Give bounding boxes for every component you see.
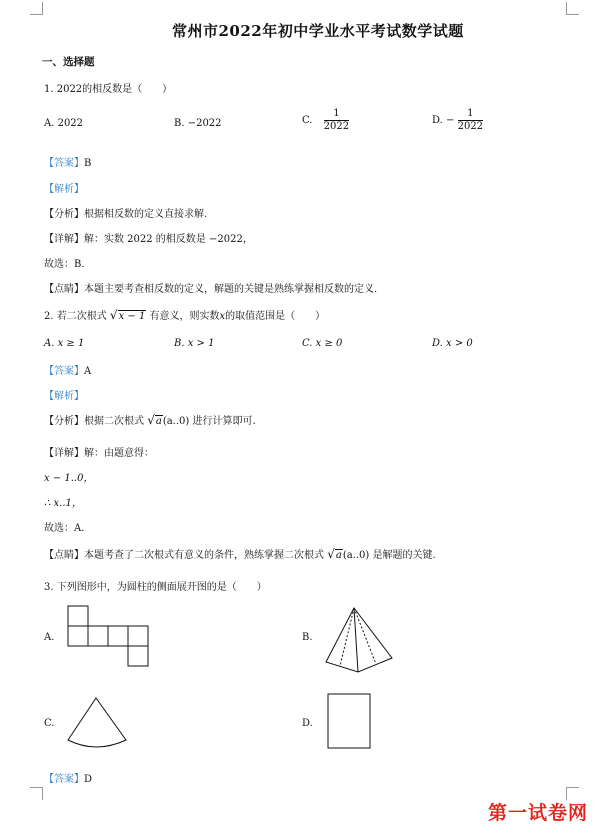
q1-guxuan: 故选：B． <box>44 259 92 270</box>
q2-question-end: 的取值范围是（ ） <box>225 311 326 322</box>
q1-answer <box>44 154 91 169</box>
sqrt-icon: √ <box>327 547 335 561</box>
q2-question <box>44 307 325 322</box>
q1-fenxi: 【分析】根据相反数的定义直接求解. <box>44 209 208 220</box>
corner-mark-bottom-left <box>30 787 43 800</box>
q1-option-d-denominator: 2022 <box>457 121 484 132</box>
corner-mark-top-right <box>566 2 579 15</box>
q1-option-d-fraction <box>458 108 483 133</box>
q3-option-d-figure <box>326 692 374 752</box>
q1-option-b: B. −2022 <box>174 118 222 129</box>
q2-dianjing-cond: (a..0) <box>342 550 370 561</box>
q3-option-c-figure <box>60 694 134 754</box>
q2-dianjing-radical <box>327 547 343 561</box>
q2-dianjing-post: 是解题的关键. <box>372 550 436 561</box>
q3-option-b-label: B. <box>302 632 313 643</box>
q3-question: 3. 下列图形中，为圆柱的侧面展开图的是（ ） <box>44 582 267 593</box>
q2-answer-value: A <box>84 366 92 377</box>
q3-option-a-label: A. <box>44 632 55 643</box>
q1-option-c <box>302 108 349 133</box>
q2-fenxi-post: 进行计算即可. <box>192 416 256 427</box>
q1-option-d <box>432 108 483 133</box>
q3-option-d-label: D. <box>302 718 313 729</box>
page-title: 常州市2022年初中学业水平考试数学试题 <box>172 22 464 40</box>
q2-dianjing <box>44 546 436 561</box>
q1-xiangjie: 【详解】解：实数 2022 的相反数是 −2022， <box>44 234 253 245</box>
site-logo: 第一试卷网 <box>488 802 589 824</box>
q3-answer <box>44 770 92 785</box>
q2-fenxi-cond: (a..0) <box>162 416 190 427</box>
q2-step2: ∴ x..1， <box>44 498 82 509</box>
q3-option-c-label: C. <box>44 718 55 729</box>
q2-radical <box>110 308 146 322</box>
q1-question: 1. 2022的相反数是（ ） <box>44 84 173 95</box>
q1-option-d-label: D. − <box>432 115 455 126</box>
q2-guxuan: 故选：A． <box>44 523 92 534</box>
q2-option-d: D. x > 0 <box>432 338 473 349</box>
q2-dianjing-pre: 【点睛】本题考查了二次根式有意义的条件，熟练掌握二次根式 <box>44 550 324 561</box>
q1-option-c-label: C. <box>302 115 313 126</box>
q3-option-a-figure <box>64 604 174 668</box>
section-heading: 一、选择题 <box>42 56 95 68</box>
q2-answer-tag: 【答案】 <box>44 366 84 377</box>
q1-option-c-denominator: 2022 <box>323 121 350 132</box>
q2-question-post: 有意义，则实数 <box>149 311 220 322</box>
q2-question-pre: 2. 若二次根式 <box>44 311 107 322</box>
q1-option-a: A. 2022 <box>44 118 84 129</box>
q3-answer-tag: 【答案】 <box>44 774 84 785</box>
q2-fenxi-radical <box>147 413 163 427</box>
q2-fenxi <box>44 412 256 427</box>
q1-answer-tag: 【答案】 <box>44 158 84 169</box>
q3-option-b-figure <box>318 606 398 676</box>
q2-dianjing-radicand: a <box>335 550 342 561</box>
q2-answer <box>44 362 91 377</box>
q1-option-d-numerator: 1 <box>458 108 483 121</box>
q2-option-a: A. x ≥ 1 <box>44 338 85 349</box>
q2-option-c: C. x ≥ 0 <box>302 338 343 349</box>
q2-radicand: x − 1 <box>118 311 146 322</box>
q1-answer-value: B <box>84 158 92 169</box>
q1-dianjing: 【点睛】本题主要考查相反数的定义，解题的关键是熟练掌握相反数的定义. <box>44 284 378 295</box>
q1-analysis-tag: 【解析】 <box>44 184 84 195</box>
q1-option-c-numerator: 1 <box>324 108 349 121</box>
corner-mark-top-left <box>30 2 43 15</box>
sqrt-icon: √ <box>109 308 118 322</box>
sqrt-icon: √ <box>147 413 155 427</box>
q2-option-b: B. x > 1 <box>174 338 215 349</box>
q2-xiangjie: 【详解】解：由题意得： <box>44 448 154 459</box>
q1-option-c-fraction <box>324 108 349 133</box>
q2-analysis-tag: 【解析】 <box>44 391 84 402</box>
q2-fenxi-radicand: a <box>155 416 162 427</box>
q2-fenxi-pre: 【分析】根据二次根式 <box>44 416 144 427</box>
q2-question-var: x <box>219 311 226 322</box>
q2-step1: x − 1..0， <box>44 473 94 484</box>
q3-answer-value: D <box>84 774 93 785</box>
